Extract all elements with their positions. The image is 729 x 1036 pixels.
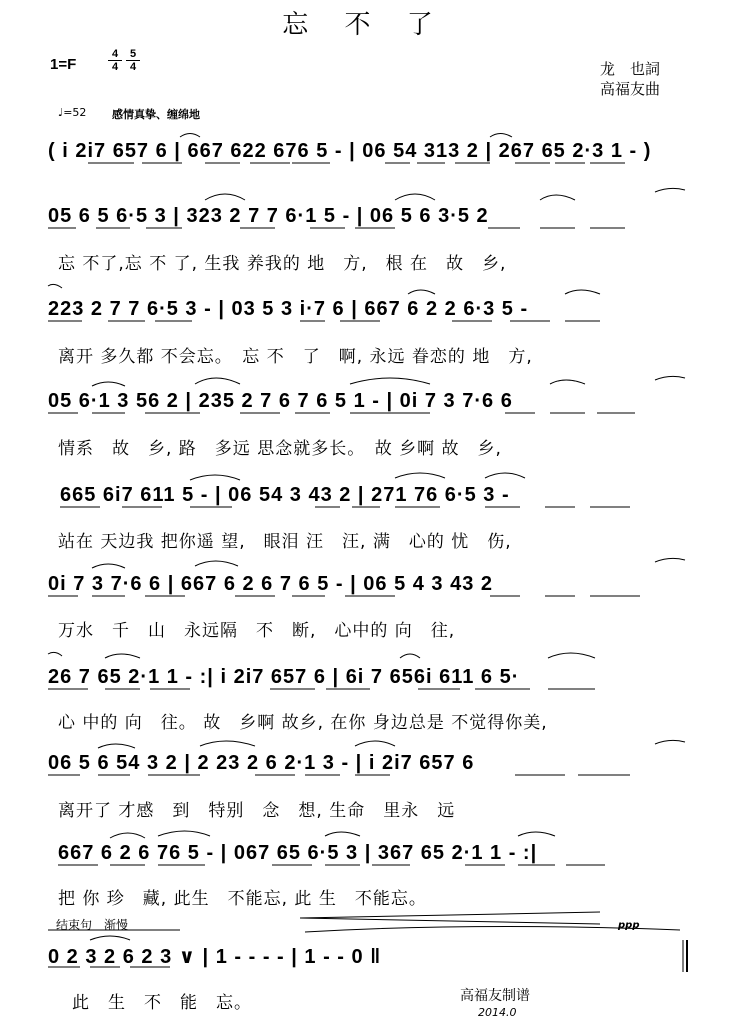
composer-credit: 高福友曲	[600, 80, 661, 98]
time-signature-1: 4 4	[108, 48, 122, 73]
ending-label: 结束句 渐慢	[56, 918, 129, 932]
notation-system-2: 05 6 5 6·5 3 | 323 2 7 7 6·1 5 - | 06 5 6 3·5 2	[48, 205, 489, 227]
date-stamp: 2014.0	[478, 1006, 517, 1019]
lyrics-system-6: 万水 千 山 永远隔 不 断, 心中的 向 往,	[58, 621, 456, 641]
notation-system-7: 26 7 65 2·1 1 - :| i 2i7 657 6 | 6i 7 656i 611 6 5·	[48, 666, 520, 688]
tempo-marking: ♩=52	[58, 106, 87, 119]
notation-system-9: 667 6 2 6 76 5 - | 067 65 6·5 3 | 367 65 2·1 1 - :|	[58, 842, 538, 864]
notation-system-8: 06 5 6 54 3 2 | 2 23 2 6 2·1 3 - | i 2i7 657 6	[48, 752, 475, 774]
key-signature: 1=F	[50, 56, 77, 73]
lyrics-system-2: 忘 不了,忘 不 了, 生我 养我的 地 方, 根 在 故 乡,	[58, 254, 507, 274]
lyrics-system-7: 心 中的 向 往。 故 乡啊 故乡, 在你 身边总是 不觉得你美,	[58, 713, 548, 733]
lyrics-system-9: 把 你 珍 藏, 此生 不能忘, 此 生 不能忘。	[58, 889, 427, 909]
notation-system-4: 05 6·1 3 56 2 | 235 2 7 6 7 6 5 1 - | 0i 7 3 7·6 6	[48, 390, 513, 412]
notation-system-1: ( i 2i7 657 6 | 667 622 676 5 - | 06 54 313 2 | 267 65 2·3 1 - )	[48, 140, 652, 162]
notation-system-3: 223 2 7 7 6·5 3 - | 03 5 3 i·7 6 | 667 6 2 2 6·3 5 -	[48, 298, 529, 320]
lyricist-credit: 龙 也詞	[600, 60, 661, 78]
notation-system-5: 665 6i7 611 5 - | 06 54 3 43 2 | 271 76 6·5 3 -	[60, 484, 510, 506]
lyrics-system-3: 离开 多久都 不会忘。 忘 不 了 啊, 永远 眷恋的 地 方,	[58, 347, 533, 367]
arranger-credit: 高福友制谱	[460, 988, 530, 1004]
time-signature-2: 5 4	[126, 48, 140, 73]
lyrics-system-10: 此 生 不 能 忘。	[72, 993, 252, 1013]
lyrics-system-4: 情系 故 乡, 路 多远 思念就多长。 故 乡啊 故 乡,	[58, 439, 502, 459]
lyrics-system-5: 站在 天边我 把你遥 望, 眼泪 汪 汪, 满 心的 忧 伤,	[58, 532, 512, 552]
dynamic-marking: ppp	[618, 920, 640, 931]
notation-system-6: 0i 7 3 7·6 6 | 667 6 2 6 7 6 5 - | 06 5 4 3 43 2	[48, 573, 494, 595]
page-title: 忘 不 了	[282, 10, 447, 40]
expression-marking: 感情真挚、缠绵地	[112, 108, 200, 121]
notation-system-10: 0 2 3 2 6 2 3 ∨ | 1 - - - - | 1 - - 0 ‖	[48, 946, 382, 968]
lyrics-system-8: 离开了 才感 到 特别 念 想, 生命 里永 远	[58, 801, 456, 821]
